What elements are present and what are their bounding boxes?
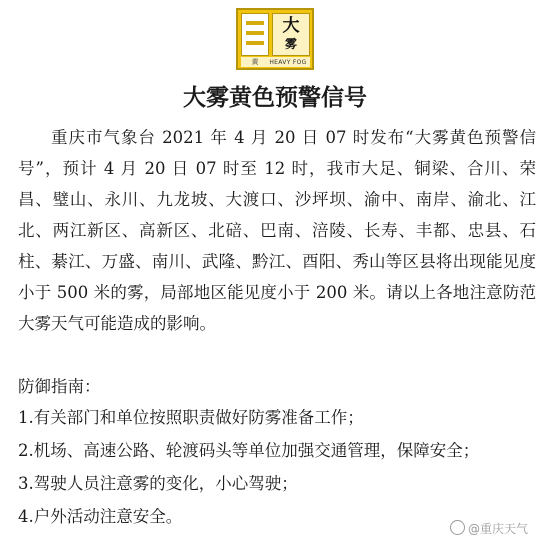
list-item: 2.机场、高速公路、轮渡码头等单位加强交通管理，保障安全； — [18, 441, 480, 460]
warning-paragraph: 重庆市气象台 2021 年 4 月 20 日 07 时发布“大雾黄色预警信号”，预计 4 月 20 日 07 时至 12 时，我市大足、铜梁、合川、荣昌、璧山、永川、九龙坡、大渡口、沙坪坝、渝中、南岸、渝北、江北、两江新区、高新区、北碚、巴南、涪陵、长寿、丰都、忠县、石柱、綦江、万盛、南川、武隆、黔江、酉阳、秀山等区县将出现能见度小于 500 米的雾，局部地区能见度小于 200 米。请以上各地注意防范大雾天气可能造成的影响。 — [18, 128, 536, 333]
guide-list — [18, 402, 536, 532]
sign-caption-left: 黄 — [251, 58, 259, 66]
guide-heading: 防御指南： — [18, 377, 101, 396]
sign-char-bottom: 雾 — [284, 37, 297, 51]
heavy-fog-yellow-warning-sign — [236, 8, 314, 70]
sign-caption-right: HEAVY FOG — [269, 59, 307, 66]
weibo-watermark — [450, 520, 528, 537]
page-title: 大雾黄色预警信号 — [183, 85, 367, 111]
list-item: 1.有关部门和单位按照职责做好防雾准备工作； — [18, 408, 364, 427]
sign-char-top: 大 — [282, 16, 300, 36]
sign-caption — [241, 57, 310, 67]
weibo-icon — [450, 520, 465, 535]
list-item: 3.驾驶人员注意雾的变化，小心驾驶； — [18, 474, 298, 493]
watermark-text: @重庆天气 — [467, 522, 528, 536]
document-body — [18, 122, 536, 534]
fog-bars-icon — [241, 13, 269, 56]
list-item: 4.户外活动注意安全。 — [18, 507, 183, 526]
sign-characters — [272, 13, 310, 56]
